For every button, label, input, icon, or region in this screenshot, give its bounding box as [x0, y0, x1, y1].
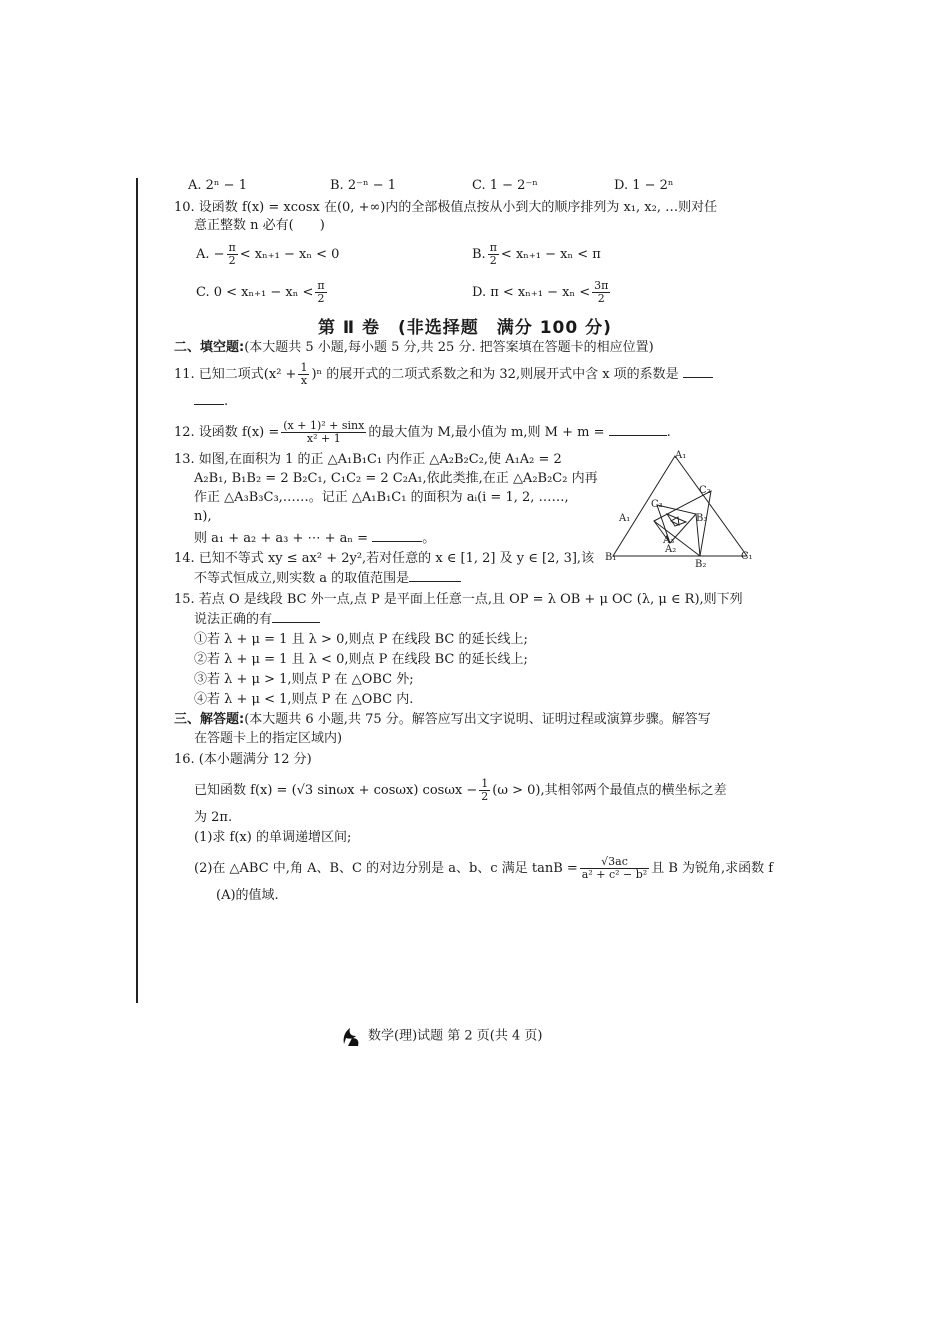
q16-stem-line2: 为 2π.	[194, 810, 233, 825]
q10-option-b: B. $\frac{\pi}{2}$ < xₙ₊₁ − xₙ < π	[472, 241, 601, 267]
q15-answer-blank	[272, 622, 320, 623]
fill-in-header: 二、填空题:(本大题共 5 小题,每小题 5 分,共 25 分. 把答案填在答题卡的相应位置)	[174, 340, 654, 355]
label-b2: B₂	[695, 559, 707, 570]
q9-option-c: C. 1 − 2⁻ⁿ	[472, 178, 538, 193]
q16-sub2-line2: (A)的值域.	[216, 888, 279, 903]
label-a2: A₂	[665, 544, 677, 555]
q9-option-a: A. 2ⁿ − 1	[188, 178, 247, 193]
q13-answer-blank	[372, 541, 422, 542]
q10-option-a: A. − $\frac{\pi}{2}$ < xₙ₊₁ − xₙ < 0	[196, 241, 340, 267]
q15-item-1: ①若 λ + μ = 1 且 λ > 0,则点 P 在线段 BC 的延长线上;	[194, 632, 528, 647]
q16-sub1: (1)求 f(x) 的单调递增区间;	[194, 830, 352, 845]
q15-line1: 15. 若点 O 是线段 BC 外一点,点 P 是平面上任意一点,且 OP = λ OB + μ OC (λ, μ ∈ R),则下列	[174, 592, 743, 607]
q9-option-b: B. 2⁻ⁿ − 1	[330, 178, 397, 193]
q13-line1: 13. 如图,在面积为 1 的正 △A₁B₁C₁ 内作正 △A₂B₂C₂,使 A₁A₂ = 2	[174, 452, 562, 467]
solve-header-line2: 在答题卡上的指定区域内)	[194, 731, 343, 746]
label-a3: A₃	[663, 535, 675, 546]
label-c1: C₁	[741, 551, 753, 562]
q9-option-d: D. 1 − 2ⁿ	[614, 178, 674, 193]
label-b3: B₃	[696, 513, 708, 524]
margin-line	[136, 178, 138, 1003]
q15-line2: 说法正确的有	[194, 610, 320, 630]
publisher-logo-icon	[340, 1024, 362, 1048]
label-a1-left: A₁	[619, 513, 631, 524]
footer-text: 数学(理)试题 第 2 页(共 4 页)	[368, 1028, 543, 1044]
q15-item-3: ③若 λ + μ > 1,则点 P 在 △OBC 外;	[194, 672, 414, 687]
nested-triangles-figure	[605, 446, 755, 576]
q11-line1: 11. 已知二项式(x² + $\frac{1}{x}$ )ⁿ 的展开式的二项式系数之和为 32,则展开式中含 x 项的系数是	[174, 362, 713, 387]
q15-item-4: ④若 λ + μ < 1,则点 P 在 △OBC 内.	[194, 692, 414, 707]
q15-item-2: ②若 λ + μ = 1 且 λ < 0,则点 P 在线段 BC 的延长线上;	[194, 652, 528, 667]
q12-answer-blank	[609, 435, 667, 436]
q13-line5: 则 a₁ + a₂ + a₃ + ⋯ + aₙ = 。	[194, 531, 436, 546]
page-footer	[340, 1024, 543, 1048]
q12: 12. 设函数 f(x) = $\frac{\text{(x + 1)² + sinx}}{\text{x² + 1}}$ 的最大值为 M,最小值为 m,则 M + m = .	[174, 419, 671, 445]
q11-line2: .	[194, 392, 228, 412]
solve-header: 三、解答题:(本大题共 6 小题,共 75 分。解答应写出文字说明、证明过程或演算步骤。解答写	[174, 712, 711, 727]
q16-sub2: (2)在 △ABC 中,角 A、B、C 的对边分别是 a、b、c 满足 tanB = $\frac{√3ac}{\text{a² + c² − b²}}$ 且 B 为锐角,求函数 f	[194, 855, 774, 881]
section-2-title: 第 Ⅱ 卷 (非选择题 满分 100 分)	[318, 318, 612, 338]
q10-stem-line1: 10. 设函数 f(x) = xcosx 在(0, +∞)内的全部极值点按从小到大的顺序排列为 x₁, x₂, …则对任	[174, 200, 718, 215]
label-c2: C₂	[699, 485, 711, 496]
q11-answer-blank	[683, 377, 713, 378]
q13-line2: A₂B₁, B₁B₂ = 2 B₂C₁, C₁C₂ = 2 C₂A₁,依此类推,在正 △A₂B₂C₂ 内再	[194, 471, 598, 486]
q14-line2: 不等式恒成立,则实数 a 的取值范围是	[194, 569, 461, 589]
label-a1-top: A₁	[675, 450, 687, 461]
q11-answer-blank-cont	[194, 404, 224, 405]
q14-line1: 14. 已知不等式 xy ≤ ax² + 2y²,若对任意的 x ∈ [1, 2] 及 y ∈ [2, 3],该	[174, 551, 595, 566]
q16-stem: 已知函数 f(x) = (√3 sinωx + cosωx) cosωx − $\frac{1}{2}$ (ω > 0),其相邻两个最值点的横坐标之差	[194, 777, 727, 803]
label-b1: B₁	[605, 552, 617, 563]
q14-answer-blank	[409, 581, 461, 582]
label-c3: C₃	[651, 499, 663, 510]
q13-line3: 作正 △A₃B₃C₃,……。记正 △A₁B₁C₁ 的面积为 aᵢ(i = 1, 2, ……,	[194, 490, 569, 505]
q10-stem-line2: 意正整数 n 必有( )	[194, 218, 325, 233]
q16-title: 16. (本小题满分 12 分)	[174, 752, 312, 767]
q13-line4: n),	[194, 509, 212, 524]
q10-option-d: D. π < xₙ₊₁ − xₙ < $\frac{3\pi}{2}$	[472, 279, 609, 305]
q9-options	[188, 176, 756, 196]
q10-option-c: C. 0 < xₙ₊₁ − xₙ < $\frac{\pi}{2}$	[196, 279, 325, 305]
